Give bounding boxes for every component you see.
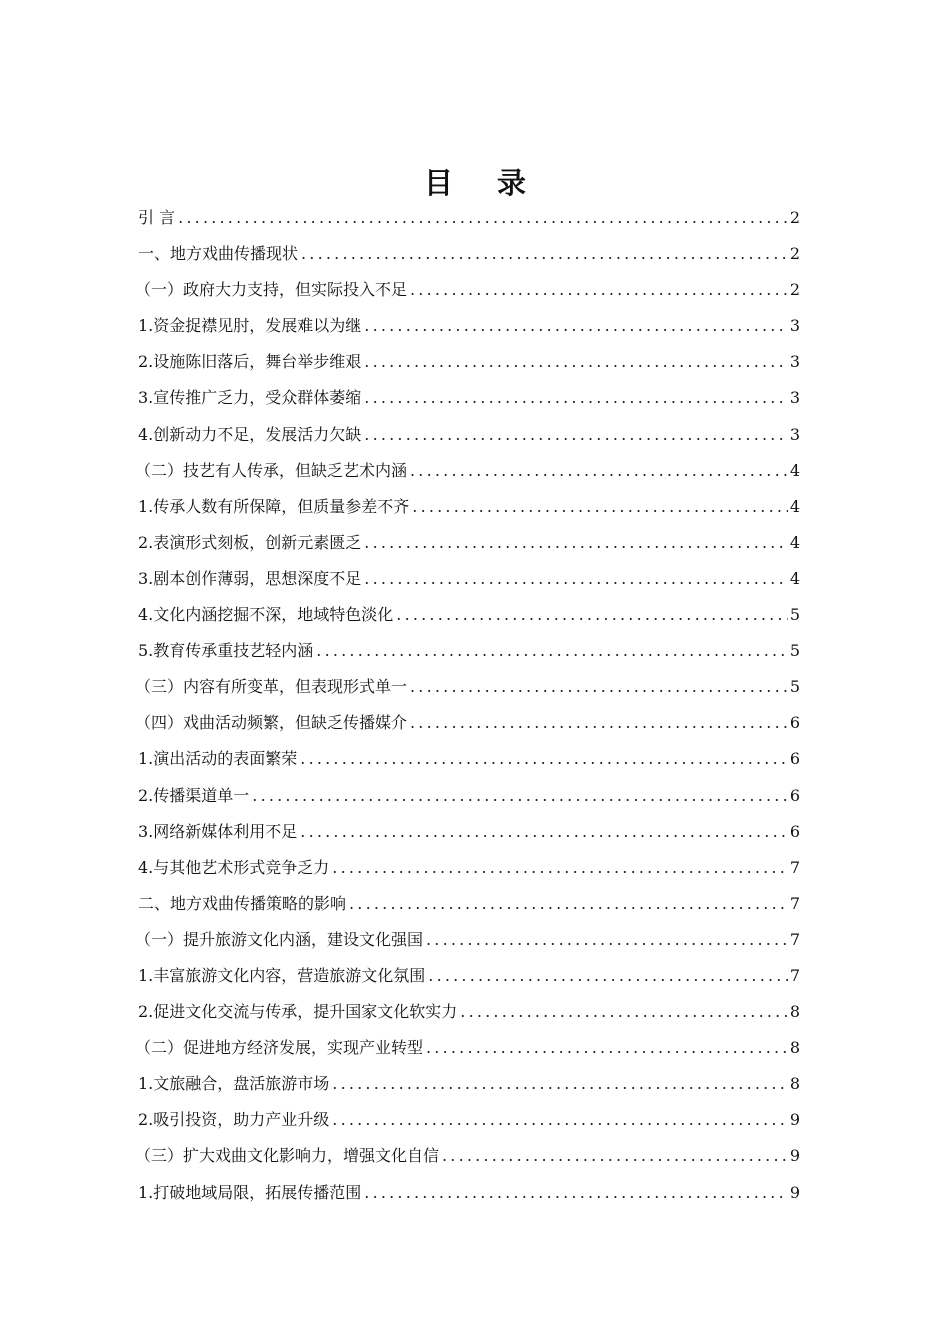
toc-entry-label: 2.设施陈旧落后，舞台举步维艰 (138, 352, 362, 372)
toc-entry[interactable] (138, 417, 800, 453)
toc-entry[interactable] (138, 561, 800, 597)
toc-entry-label: 二、地方戏曲传播策略的影响 (138, 893, 347, 913)
toc-entry-page-number: 4 (789, 496, 800, 516)
toc-entry[interactable] (138, 1066, 800, 1102)
toc-dot-leader (301, 236, 788, 272)
toc-entry[interactable] (138, 741, 800, 777)
toc-dot-leader (364, 344, 788, 380)
toc-entry[interactable] (138, 525, 800, 561)
toc-entry-label: 引 言 (138, 208, 176, 227)
toc-entry[interactable] (135, 1138, 800, 1174)
toc-entry-label: （二）技艺有人传承，但缺乏艺术内涵 (135, 460, 408, 480)
toc-entry[interactable] (138, 994, 800, 1030)
toc-entry-label: 4.与其他艺术形式竞争乏力 (138, 857, 330, 877)
toc-entry-page-number: 7 (789, 857, 800, 877)
toc-title-char-2: 录 (497, 166, 527, 201)
toc-entry-label: 2.吸引投资，助力产业升级 (138, 1110, 330, 1130)
toc-entry-page-number: 6 (789, 785, 800, 805)
toc-dot-leader (460, 994, 788, 1030)
toc-entry-label: 2.传播渠道单一 (138, 785, 250, 805)
toc-title-char-1: 目 (423, 166, 453, 201)
toc-entry-label: （三）内容有所变革，但表现形式单一 (135, 677, 408, 697)
toc-entry-page-number: 6 (789, 749, 800, 769)
toc-dot-leader (300, 741, 788, 777)
toc-entry-label: 3.宣传推广乏力，受众群体萎缩 (138, 388, 362, 408)
toc-entry-page-number: 4 (789, 532, 800, 552)
toc-entry-label: 1.传承人数有所保障，但质量参差不齐 (138, 496, 410, 516)
toc-dot-leader (364, 1175, 788, 1211)
toc-entry-page-number: 4 (789, 460, 800, 480)
toc-dot-leader (364, 380, 788, 416)
toc-dot-leader (364, 561, 788, 597)
toc-entry[interactable] (135, 1030, 800, 1066)
toc-entry[interactable] (135, 922, 800, 958)
toc-entry-label: 一、地方戏曲传播现状 (138, 244, 299, 264)
toc-entry-page-number: 3 (789, 316, 800, 336)
toc-entry[interactable] (138, 380, 800, 416)
toc-dot-leader (412, 489, 788, 525)
toc-entry[interactable] (138, 308, 800, 344)
toc-dot-leader (364, 417, 788, 453)
toc-dot-leader (410, 272, 788, 308)
toc-entry-page-number: 5 (789, 641, 800, 661)
toc-entry-label: （三）扩大戏曲文化影响力，增强文化自信 (135, 1146, 440, 1166)
toc-entry-page-number: 5 (789, 605, 800, 625)
toc-entry-page-number: 6 (789, 713, 800, 733)
toc-entry-label: 2.表演形式刻板，创新元素匮乏 (138, 532, 362, 552)
toc-entry-label: 1.打破地域局限，拓展传播范围 (138, 1182, 362, 1202)
toc-entry-label: 3.网络新媒体利用不足 (138, 821, 298, 841)
toc-entry-label: 4.文化内涵挖掘不深，地域特色淡化 (138, 605, 394, 625)
toc-entry[interactable] (138, 489, 800, 525)
toc-entry-label: （一）政府大力支持，但实际投入不足 (135, 280, 408, 300)
toc-entry[interactable] (138, 1175, 800, 1211)
toc-entry-page-number: 3 (789, 424, 800, 444)
toc-entry[interactable] (138, 850, 800, 886)
toc-entry-page-number: 4 (789, 568, 800, 588)
toc-dot-leader (426, 1030, 788, 1066)
toc-dot-leader (410, 705, 788, 741)
toc-dot-leader (332, 1102, 788, 1138)
toc-dot-leader (410, 453, 788, 489)
toc-entry-label: 2.促进文化交流与传承，提升国家文化软实力 (138, 1002, 458, 1022)
toc-entry-page-number: 3 (789, 352, 800, 372)
toc-entry[interactable] (135, 453, 800, 489)
toc-dot-leader (364, 525, 788, 561)
toc-entry-label: 1.丰富旅游文化内容，营造旅游文化氛围 (138, 965, 426, 985)
toc-entry[interactable] (138, 814, 800, 850)
toc-dot-leader (428, 958, 788, 994)
toc-entry[interactable] (135, 669, 800, 705)
toc-dot-leader (332, 1066, 788, 1102)
toc-list (135, 200, 800, 1211)
toc-entry-page-number: 8 (789, 1074, 800, 1094)
toc-dot-leader (252, 778, 788, 814)
toc-entry[interactable] (138, 633, 800, 669)
toc-entry[interactable] (138, 200, 800, 236)
toc-dot-leader (349, 886, 788, 922)
toc-entry[interactable] (138, 597, 800, 633)
toc-entry-label: （一）提升旅游文化内涵，建设文化强国 (135, 929, 424, 949)
toc-entry-page-number: 5 (789, 677, 800, 697)
toc-entry[interactable] (135, 705, 800, 741)
toc-dot-leader (178, 200, 788, 236)
toc-entry-page-number: 9 (789, 1146, 800, 1166)
toc-entry[interactable] (138, 886, 800, 922)
toc-entry-page-number: 7 (789, 965, 800, 985)
toc-entry-page-number: 8 (789, 1038, 800, 1058)
toc-entry-page-number: 3 (789, 388, 800, 408)
toc-entry[interactable] (138, 344, 800, 380)
toc-dot-leader (426, 922, 788, 958)
toc-dot-leader (364, 308, 788, 344)
toc-entry[interactable] (138, 778, 800, 814)
toc-entry-page-number: 7 (789, 929, 800, 949)
toc-dot-leader (410, 669, 788, 705)
toc-entry-page-number: 6 (789, 821, 800, 841)
toc-entry-label: 5.教育传承重技艺轻内涵 (138, 641, 314, 661)
toc-dot-leader (316, 633, 788, 669)
toc-entry-label: （四）戏曲活动频繁，但缺乏传播媒介 (135, 713, 408, 733)
toc-dot-leader (332, 850, 788, 886)
toc-entry-label: 1.资金捉襟见肘，发展难以为继 (138, 316, 362, 336)
toc-entry[interactable] (138, 1102, 800, 1138)
toc-dot-leader (442, 1138, 788, 1174)
toc-entry[interactable] (135, 272, 800, 308)
toc-entry-label: 1.文旅融合，盘活旅游市场 (138, 1074, 330, 1094)
toc-entry-page-number: 9 (789, 1182, 800, 1202)
toc-entry-page-number: 2 (789, 244, 800, 264)
toc-entry-page-number: 9 (789, 1110, 800, 1130)
toc-entry-label: 1.演出活动的表面繁荣 (138, 749, 298, 769)
toc-dot-leader (396, 597, 788, 633)
toc-entry[interactable] (138, 236, 800, 272)
toc-entry-label: （二）促进地方经济发展，实现产业转型 (135, 1038, 424, 1058)
toc-entry-label: 3.剧本创作薄弱，思想深度不足 (138, 568, 362, 588)
toc-entry-label: 4.创新动力不足，发展活力欠缺 (138, 424, 362, 444)
toc-entry[interactable] (138, 958, 800, 994)
toc-entry-page-number: 7 (789, 893, 800, 913)
toc-entry-page-number: 8 (789, 1002, 800, 1022)
toc-dot-leader (300, 814, 788, 850)
toc-entry-page-number: 2 (789, 280, 800, 300)
toc-entry-page-number: 2 (789, 208, 800, 227)
